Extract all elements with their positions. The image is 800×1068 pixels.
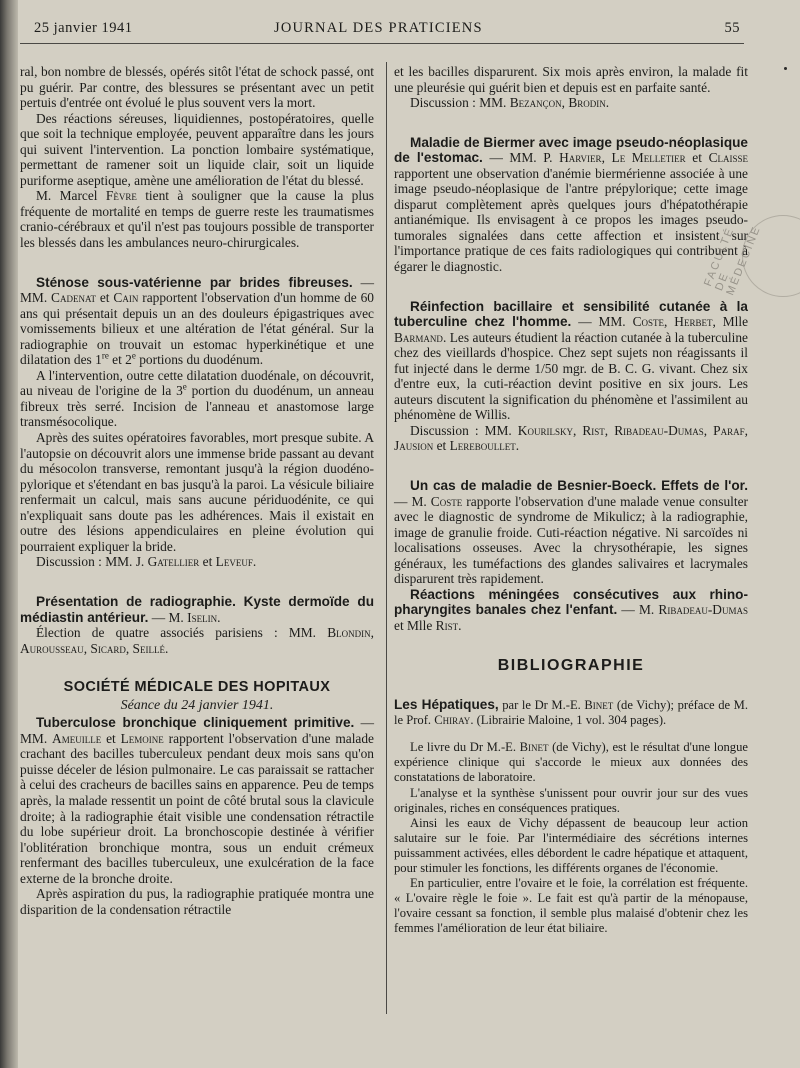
discussion: Discussion : MM. Kourilsky, Rist, Ribadeau-Dumas, Paraf, Jausion et Lereboullet. bbox=[394, 422, 748, 454]
article-title: Réinfection bacillaire et sensibilité cutanée à la tuberculine chez l'homme. bbox=[394, 298, 748, 330]
paragraph: et les bacilles disparurent. Six mois après environ, la malade fit une pleurésie qui guérit bien et depuis est en parfaite santé. bbox=[394, 64, 748, 95]
paragraph: A l'intervention, outre cette dilatation duodénale, on découvrit, au niveau de l'origine de la 3e portion du duodénum, un anneau fibreux très serré. Incision de l'anneau et anastomose large transmésocolique. bbox=[20, 367, 374, 430]
header-page-number: 55 bbox=[724, 20, 740, 36]
library-stamp: FACULTÉ DE MÉDECINE bbox=[701, 223, 764, 298]
election-notice: Élection de quatre associés parisiens : MM. Blondin, Aurousseau, Sicard, Seillé. bbox=[20, 625, 374, 656]
paragraph: L'analyse et la synthèse s'unissent pour ouvrir jour sur des vues originales, riches en conséquences pratiques. bbox=[394, 785, 748, 815]
paragraph: En particulier, entre l'ovaire et le foie, la corrélation est fréquente. « L'ovaire règle le foie ». Le fait est qu'à partir de la ménopause, l'ovaire cessant sa fonction, il semble plus malaisé d'obtenir chez les femmes l'amélioration de leur état biliaire. bbox=[394, 876, 748, 936]
article-reactions-meningees: Réactions méningées consécutives aux rhino-pharyngites banales chez l'enfant. — M. Ribadeau-Dumas et Mlle Rist. bbox=[394, 586, 748, 633]
paragraph: ral, bon nombre de blessés, opérés sitôt l'état de schock passé, ont pu guérir. Par contre, des blessures se présentant avec un petit pertuis d'entrée ont évolué le plus souvent vers la mort. bbox=[20, 64, 374, 111]
article-reinfection: Réinfection bacillaire et sensibilité cutanée à la tuberculine chez l'homme. — MM. Coste, Herbet, Mlle Barmand. Les auteurs étudient la réaction cutanée à la tuberculine chez des vieillards d'hospice. Chez sept sujets non réagissants il fut injecté dans le derme 1/50 mgr. de B. C. G. vivant. Chez six d'entre eux, la cuti-réaction devint positive en six jours. Les auteurs discutent la signification du phénomène et l'assimilent au phénomène de Willis. bbox=[394, 298, 749, 423]
column-divider bbox=[386, 62, 387, 1014]
running-header bbox=[34, 20, 746, 42]
paragraph: Après des suites opératoires favorables, mort presque subite. A l'autopsie on découvrit alors une immense bride passant au devant du mésocolon transverse, remontant jusqu'à la région duodéno-pylorique et s'étendant en bas jusqu'à la paroi. La vésicule biliaire renfermait un calcul, mais sans aucune périduodénite, ce qui n'expliquait sans doute pas les adhérences. Mais il existait en outre des lésions appendiculaires en pleine évolution qui pourraient expliquer la bride. bbox=[20, 430, 374, 554]
book-title: Les Hépatiques, bbox=[394, 697, 499, 713]
session-date: Séance du 24 janvier 1941. bbox=[120, 697, 274, 713]
paragraph: Le livre du Dr M.-E. Binet (de Vichy), est le résultat d'une longue expérience clinique qui s'accorde le mieux aux données des constatations de laboratoire. bbox=[394, 740, 748, 785]
header-date: 25 janvier 1941 bbox=[34, 20, 133, 36]
article-title: Sténose sous-vatérienne par brides fibreuses. bbox=[36, 274, 353, 290]
article-besnier-boeck: Un cas de maladie de Besnier-Boeck. Effets de l'or. — M. Coste rapporte l'observation d'une malade venue consulter avec le diagnostic de syndrome de Mikulicz; à la radiographie, image de granulie froide. Cuti-réaction négative. Ni sarcoïdes ni localisations osseuses. Avec la chrysothérapie, les signes généraux, les tuméfactions des glandes salivaires et lacrymales disparurent très rapidement. bbox=[394, 478, 748, 587]
article-title: Un cas de maladie de Besnier-Boeck. Effets de l'or. bbox=[410, 478, 748, 494]
paragraph: Ainsi les eaux de Vichy dépassent de beaucoup leur action salutaire sur le foie. Par l'intermédiaire des sécrétions internes puissamment activées, elles débordent le cadre hépatique et attaquent, pour stimuler les fonctions, les différents organes de l'économie. bbox=[394, 815, 748, 875]
right-column bbox=[394, 64, 748, 936]
article-biermer: Maladie de Biermer avec image pseudo-néoplasique de l'estomac. — MM. P. Harvier, Le Melletier et Claisse rapportent une observation d'anémie biermérienne associée à une image pseudo-néoplasique de l'antre prépylorique; cette image disparut complètement après quelques jours d'hépatothérapie antianémique. Ils envisagent à ce propos les images pseudo-tumorales signalées dans cette affection et insistent sur l'importance pratique de ces faits radiologiques qui contribuent à égarer le diagnostic. bbox=[394, 134, 748, 275]
page-binding-edge bbox=[0, 0, 18, 1068]
article-title: Présentation de radiographie. Kyste dermoïde du médiastin antérieur. bbox=[20, 593, 374, 625]
header-journal-title: JOURNAL DES PRATICIENS bbox=[274, 20, 483, 36]
article-title: Maladie de Biermer avec image pseudo-néoplasique de l'estomac. bbox=[394, 134, 748, 166]
bibliography-heading: BIBLIOGRAPHIE bbox=[497, 656, 645, 674]
section-heading: SOCIÉTÉ MÉDICALE DES HOPITAUX bbox=[63, 679, 331, 696]
discussion: Discussion : MM. Bezançon, Brodin. bbox=[410, 95, 610, 111]
paragraph: Après aspiration du pus, la radiographie pratiquée montra une disparition de la condensation rétractile bbox=[20, 886, 374, 917]
article-radiographie: Présentation de radiographie. Kyste dermoïde du médiastin antérieur. — M. Iselin. bbox=[20, 593, 374, 625]
book-reference: Les Hépatiques, par le Dr M.-E. Binet (de Vichy); préface de M. le Prof. Chiray. (Librairie Maloine, 1 vol. 304 pages). bbox=[394, 697, 748, 728]
paragraph: Des réactions séreuses, liquidiennes, postopératoires, quelle que soit la technique employée, peuvent apparaître dans les jours qui suivent l'intervention. La ponction lombaire systématique, permettant de ramener soit un liquide clair, soit un liquide puriforme aseptique, amène une amélioration de l'état du blessé. bbox=[20, 110, 374, 188]
discussion: Discussion : MM. J. Gatellier et Leveuf. bbox=[36, 554, 257, 570]
article-title: Tuberculose bronchique cliniquement primitive. bbox=[36, 715, 355, 731]
article-title: Réactions méningées consécutives aux rhino-pharyngites banales chez l'enfant. bbox=[394, 586, 748, 618]
article-tuberculose: Tuberculose bronchique cliniquement primitive. — MM. Ameuille et Lemoine rapportent l'observation d'une malade crachant des bacilles tuberculeux pendant deux mois sans qu'on puisse déceler de lésion pulmonaire. Le cas paraissait se rattacher à celui des cracheurs de bacilles sains en apparence. Peu de temps après, la malade ressentit un point de côté brutal sous la clavicule droite; à la radiographie était visible une condensation rétractile du lobe supérieur droit. La bronchoscopie destinée à vérifier l'oblitération bronchique montra, sous un enduit crémeux renfermant des bacilles tuberculeux, une exulcération de la face externe de la bronche droite. bbox=[20, 715, 374, 886]
ink-speck bbox=[784, 67, 787, 70]
header-rule bbox=[20, 43, 744, 44]
left-column bbox=[20, 64, 374, 917]
article-stenose: Sténose sous-vatérienne par brides fibreuses. — MM. Cadenat et Cain rapportent l'observation d'un homme de 60 ans qui présentait depuis un an des douleurs épigastriques avec vomissements bilieux et une altération de l'état général. Sur la radiographie on trouvait un estomac hyperkinétique et une dilatation des 1re et 2e portions du duodénum. bbox=[20, 274, 374, 368]
bibliography-section bbox=[394, 697, 748, 936]
paragraph: M. Marcel Fèvre tient à souligner que la cause la plus fréquente de mortalité en temps de guerre reste les traumatismes cranio-cérébraux et qu'il n'est pas toujours possible de transporter les blessés dans les ambulances neuro-chirurgicales. bbox=[20, 188, 374, 251]
